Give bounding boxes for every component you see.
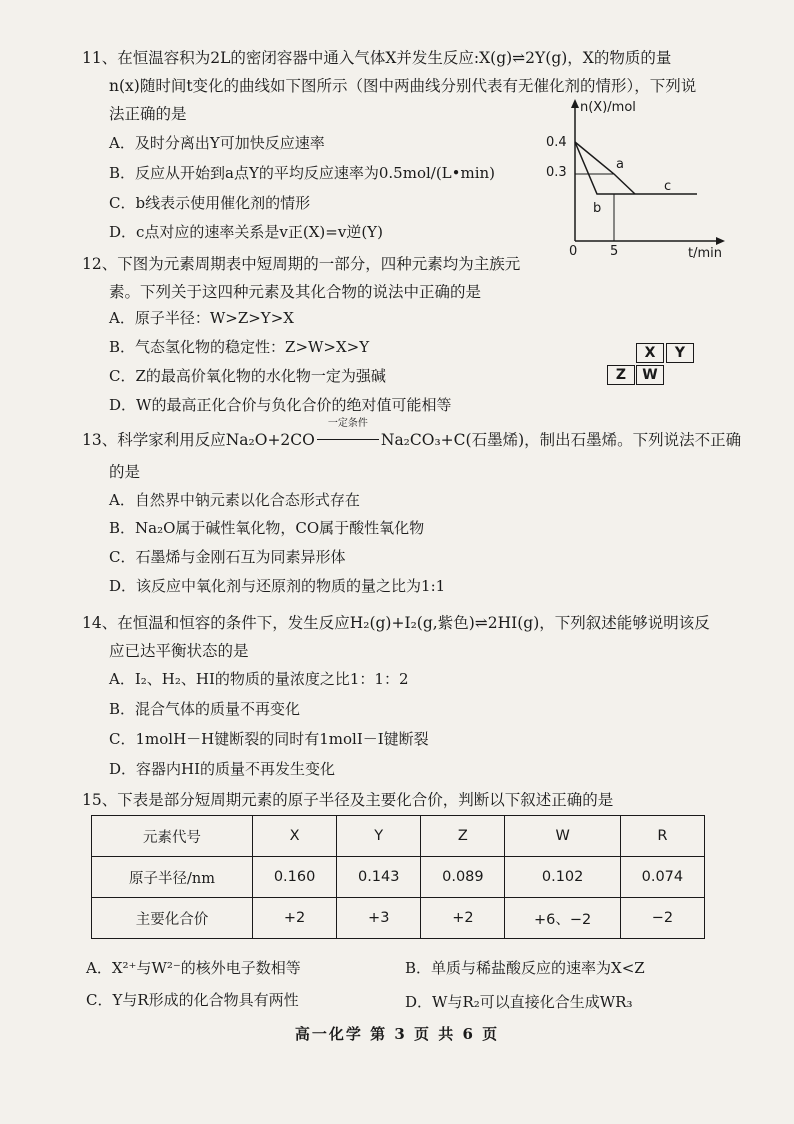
cell-x: X [636,343,664,363]
cell-z: Z [607,365,635,385]
x-tick-0: 0 [569,244,578,259]
q14-option-c: C．1molH－H键断裂的同时有1molI－I键断裂 [109,730,429,748]
q11-line3: 法正确的是 [109,105,187,123]
q13-arrow [315,418,381,450]
table-cell: 0.160 [253,857,337,898]
q12-line1: 12、下图为元素周期表中短周期的一部分，四种元素均为主族元 [82,255,521,273]
table-cell: +3 [337,898,421,939]
table-cell: −2 [620,898,704,939]
cell-w: W [636,365,664,385]
table-header-cell: X [253,816,337,857]
table-cell: 主要化合价 [92,898,253,939]
table-header-row [92,816,705,857]
q14-option-a: A．I₂、H₂、HI的物质的量浓度之比1：1：2 [109,670,409,688]
q15-option-a: A．X²⁺与W²⁻的核外电子数相等 [86,959,301,977]
point-b-label: b [593,201,602,216]
point-c-label: c [664,179,672,194]
table-header-cell: W [505,816,620,857]
q15-option-d: D．W与R₂可以直接化合生成WR₃ [405,993,633,1011]
q13-option-b: B．Na₂O属于碱性氧化物，CO属于酸性氧化物 [109,519,425,537]
nx-time-graph [540,96,730,261]
y-tick-04: 0.4 [546,135,567,150]
q11-line2: n(x)随时间t变化的曲线如下图所示（图中两曲线分别代表有无催化剂的情形），下列说 [109,77,697,95]
q13-line2: 的是 [109,463,141,481]
q11-option-a: A．及时分离出Y可加快反应速率 [109,134,325,152]
q13-condition: 一定条件 [327,418,368,429]
curve-b [575,142,697,194]
q15-line1: 15、下表是部分短周期元素的原子半径及主要化合价，判断以下叙述正确的是 [82,791,614,809]
table-cell: 0.102 [505,857,620,898]
cell-y: Y [666,343,694,363]
q11-line1: 11、在恒温容积为2L的密闭容器中通入气体X并发生反应:X(g)⇌2Y(g)，X的物质的量 [82,49,672,67]
q13-line1 [82,418,742,450]
point-a-label: a [616,157,624,172]
x-tick-5: 5 [610,244,619,259]
q14-option-d: D．容器内HI的质量不再发生变化 [109,760,336,778]
y-tick-03: 0.3 [546,165,567,180]
table-header-cell: Y [337,816,421,857]
table-row [92,898,705,939]
table-header-cell: Z [421,816,505,857]
q11-option-b: B．反应从开始到a点Y的平均反应速率为0.5mol/(L•min) [109,164,496,182]
curve-a [575,142,635,194]
table-cell: +2 [421,898,505,939]
q13-option-d: D．该反应中氧化剂与还原剂的物质的量之比为1:1 [109,577,446,595]
table-cell: 0.074 [620,857,704,898]
table-header-cell: R [620,816,704,857]
q12-option-a: A．原子半径：W>Z>Y>X [109,309,294,327]
x-axis-arrow [716,237,725,245]
q15-option-c: C．Y与R形成的化合物具有两性 [86,991,299,1009]
x-axis-label: t/min [688,246,722,261]
q11-option-c: C．b线表示使用催化剂的情形 [109,194,311,212]
page-footer: 高一化学 第 3 页 共 6 页 [294,1025,500,1043]
table-cell: +6、−2 [505,898,620,939]
q12-line2: 素。下列关于这四种元素及其化合物的说法中正确的是 [109,283,482,301]
element-table [91,815,705,939]
table-cell: +2 [253,898,337,939]
q13-option-c: C．石墨烯与金刚石互为同素异形体 [109,548,346,566]
q13-line1-pre: 13、科学家利用反应Na₂O+2CO [82,431,315,449]
q15-option-b: B．单质与稀盐酸反应的速率为X<Z [405,959,645,977]
q12-option-d: D．W的最高正化合价与负化合价的绝对值可能相等 [109,396,452,414]
table-header-cell: 元素代号 [92,816,253,857]
y-axis-arrow [571,99,579,108]
table-cell: 原子半径/nm [92,857,253,898]
y-axis-label: n(X)/mol [580,100,636,115]
table-cell: 0.089 [421,857,505,898]
table-cell: 0.143 [337,857,421,898]
table-row [92,857,705,898]
q14-line1: 14、在恒温和恒容的条件下，发生反应H₂(g)+I₂(g,紫色)⇌2HI(g)，下列叙述能够说明该反 [82,614,710,632]
q14-option-b: B．混合气体的质量不再变化 [109,700,301,718]
q11-option-d: D．c点对应的速率关系是v正(X)=v逆(Y) [109,223,383,241]
q12-option-b: B．气态氢化物的稳定性：Z>W>X>Y [109,338,370,356]
q14-line2: 应已达平衡状态的是 [109,642,249,660]
q13-option-a: A．自然界中钠元素以化合态形式存在 [109,491,360,509]
q12-option-c: C．Z的最高价氧化物的水化物一定为强碱 [109,367,386,385]
q13-line1-post: Na₂CO₃+C(石墨烯)，制出石墨烯。下列说法不正确 [380,431,742,449]
